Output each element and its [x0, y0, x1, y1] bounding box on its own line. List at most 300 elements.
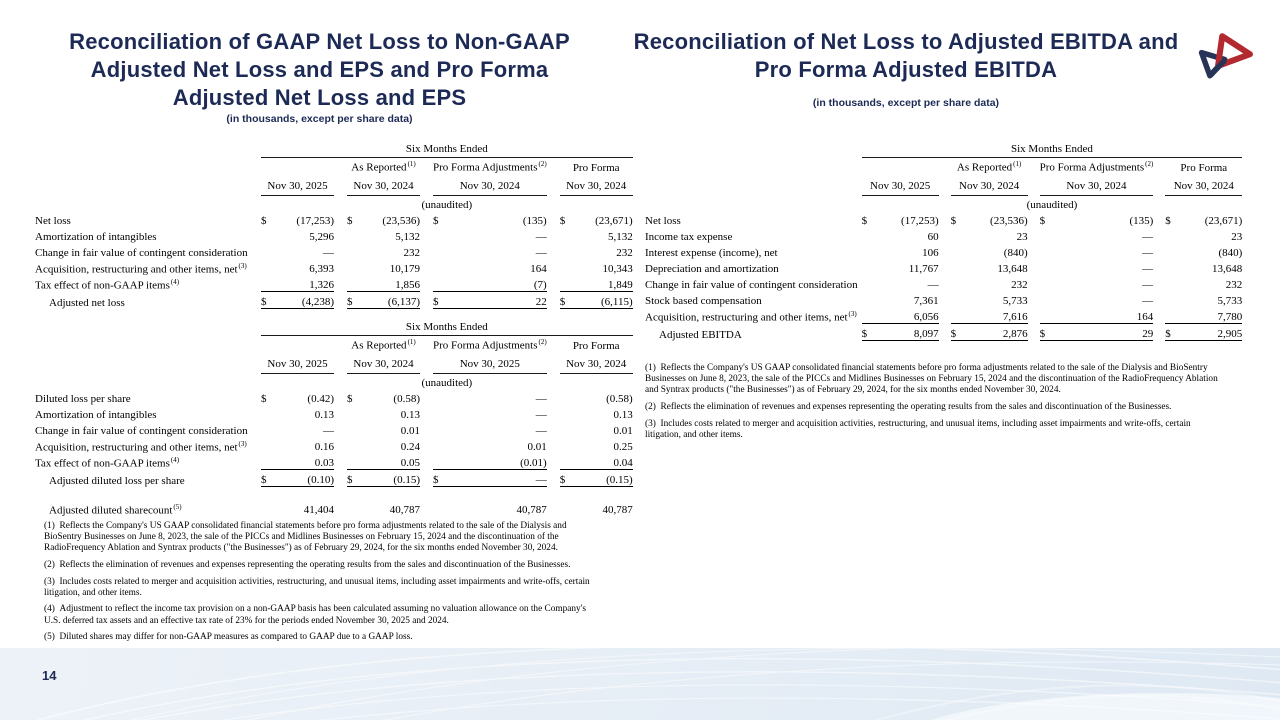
dollar-sign — [560, 243, 573, 259]
financial-table-grid — [645, 140, 1242, 341]
table-cell — [1153, 211, 1165, 227]
table-cell — [334, 470, 347, 487]
column-date-header: Nov 30, 2025 — [261, 175, 334, 196]
dollar-sign: $ — [347, 215, 353, 228]
table-cell — [35, 158, 261, 175]
table-cell — [420, 470, 433, 487]
table-cell — [939, 275, 951, 291]
table-cell — [645, 158, 862, 175]
dollar-sign: $ — [347, 393, 353, 406]
table-cell — [420, 211, 433, 227]
table-cell — [334, 243, 347, 259]
dollar-sign — [1165, 307, 1178, 324]
table-cell — [547, 243, 560, 259]
table-row — [35, 292, 633, 309]
column-group-header: As Reported$^{(1)}$ — [351, 338, 416, 352]
table-cell — [547, 275, 560, 292]
dollar-sign — [1165, 227, 1178, 243]
column-group-header: Pro Forma — [1180, 161, 1228, 174]
table-row — [35, 421, 633, 437]
dollar-sign: $ — [861, 215, 868, 228]
value-cell: 1,326 — [274, 275, 334, 292]
dollar-sign — [862, 259, 875, 275]
value-cell: (135) — [1129, 215, 1154, 228]
dollar-sign — [433, 405, 453, 421]
table-cell — [547, 437, 560, 453]
table-cell — [939, 259, 951, 275]
value-cell: (840) — [1218, 247, 1243, 260]
table-cell — [547, 292, 560, 309]
column-group-header: Pro Forma — [572, 339, 620, 352]
value-cell: 106 — [922, 247, 939, 260]
table-cell — [334, 353, 347, 374]
table-cell — [939, 324, 951, 341]
table-cell — [1028, 175, 1040, 196]
dollar-sign — [1040, 227, 1059, 243]
row-label: Tax effect of non-GAAP items$^{(4)}$ — [35, 278, 180, 292]
row-label: Interest expense (income), net — [645, 247, 778, 260]
table-cell — [1028, 211, 1040, 227]
value-cell: 5,132 — [607, 231, 633, 244]
row-label: Income tax expense — [645, 231, 733, 244]
dollar-sign — [347, 275, 360, 292]
column-date-header: Nov 30, 2024 — [347, 175, 420, 196]
value-cell: 6,056 — [875, 307, 939, 324]
value-cell: (0.01) — [453, 453, 546, 470]
column-group-header: Pro Forma Adjustments$^{(2)}$ — [433, 160, 547, 174]
table-row — [645, 227, 1242, 243]
unaudited-note: (unaudited) — [1026, 199, 1078, 212]
column-date-header: Nov 30, 2024 — [951, 175, 1028, 196]
dollar-sign — [347, 453, 360, 470]
dollar-sign: $ — [433, 470, 453, 487]
value-cell: — — [1142, 247, 1154, 260]
value-cell: 232 — [1225, 279, 1243, 292]
table-cell — [547, 421, 560, 437]
table-cell — [547, 175, 560, 196]
value-cell: (6,115) — [573, 292, 633, 309]
footnote: (2) Reflects the elimination of revenues and expenses representing the operating results from the sales and discontinuation of the Businesses. — [44, 559, 571, 570]
column-group-header: As Reported$^{(1)}$ — [351, 160, 416, 174]
table-row — [645, 275, 1242, 291]
dollar-sign — [862, 291, 875, 307]
dollar-sign — [261, 275, 274, 292]
table-row — [35, 405, 633, 421]
dollar-sign: $ — [433, 292, 453, 309]
dollar-sign — [433, 259, 453, 275]
value-cell: 0.13 — [613, 409, 633, 422]
table-cell — [1153, 291, 1165, 307]
dollar-sign — [862, 243, 875, 259]
value-cell: 23 — [1231, 231, 1243, 244]
table-row — [645, 243, 1242, 259]
footnote: (4) Adjustment to reflect the income tax provision on a non-GAAP basis has been calculated assuming no valuation allowance on the Company's U.S. deferred tax assets and an effective tax rate of 23% for the periods ended November 30, 2025 and 2024. — [44, 604, 586, 626]
dollar-sign: $ — [560, 470, 573, 487]
value-cell: 29 — [1059, 324, 1154, 341]
table-cell — [420, 437, 433, 453]
table-cell — [1028, 259, 1040, 275]
table-row — [35, 259, 633, 275]
row-label: Adjusted diluted loss per share — [49, 474, 185, 487]
value-cell: (23,671) — [595, 215, 633, 228]
dollar-sign — [560, 259, 573, 275]
value-cell: 1,856 — [360, 275, 420, 292]
table-cell — [1153, 175, 1165, 196]
table-cell — [35, 318, 261, 336]
value-cell: 5,733 — [1217, 295, 1243, 308]
value-cell: — — [1142, 279, 1154, 292]
footnote: (1) Reflects the Company's US GAAP consolidated financial statements before pro forma adjustments related to the sale of the Dialysis and BioSentry Businesses on June 8, 2023, the sale of the PICCs and Midlines Businesses on February 15, 2024 and the discontinuation of the RadioFrequency Ablation and Syntrax products ("the Businesses") as of February 29, 2024, for the six months ended November 30, 2024. — [645, 363, 1218, 396]
dollar-sign — [347, 437, 360, 453]
unaudited-note: (unaudited) — [421, 199, 473, 212]
value-cell: 5,733 — [1002, 295, 1028, 308]
dollar-sign — [433, 437, 453, 453]
dollar-sign — [1165, 259, 1178, 275]
row-label: Amortization of intangibles — [35, 409, 157, 422]
dollar-sign — [1040, 291, 1059, 307]
column-date-header: Nov 30, 2024 — [1165, 175, 1242, 196]
value-cell: 40,787 — [389, 504, 420, 517]
table-row — [645, 211, 1242, 227]
value-cell: (0.10) — [274, 470, 334, 487]
table-cell — [420, 453, 433, 470]
value-cell: 22 — [453, 292, 546, 309]
row-label: Depreciation and amortization — [645, 263, 779, 276]
table-row — [645, 291, 1242, 307]
value-cell: 0.01 — [527, 441, 547, 454]
dollar-sign — [1040, 275, 1059, 291]
value-cell: (0.58) — [606, 393, 633, 406]
value-cell: 6,393 — [309, 263, 334, 276]
dollar-sign — [347, 500, 360, 516]
table-cell — [334, 158, 347, 175]
value-cell: 2,905 — [1178, 324, 1242, 341]
table-cell — [939, 291, 951, 307]
dollar-sign: $ — [560, 292, 573, 309]
table-cell — [420, 421, 433, 437]
row-label: Stock based compensation — [645, 295, 762, 308]
dollar-sign: $ — [261, 470, 274, 487]
row-label: Acquisition, restructuring and other items, net$^{(3)}$ — [35, 261, 247, 276]
dollar-sign: $ — [1165, 324, 1178, 341]
table-cell — [1153, 227, 1165, 243]
table-cell — [334, 227, 347, 243]
column-span-header: Six Months Ended — [261, 140, 633, 158]
column-date-header: Nov 30, 2024 — [1040, 175, 1154, 196]
dollar-sign — [347, 259, 360, 275]
column-span-header: Six Months Ended — [862, 140, 1243, 158]
table-cell — [547, 470, 560, 487]
value-cell: 232 — [1011, 279, 1028, 292]
table-cell — [547, 453, 560, 470]
value-cell: (0.15) — [573, 470, 633, 487]
dollar-sign — [560, 453, 573, 470]
table-cell — [420, 158, 433, 175]
table-row — [35, 437, 633, 453]
dollar-sign — [261, 227, 274, 243]
value-cell: 0.24 — [400, 441, 420, 454]
table-cell — [334, 211, 347, 227]
table-cell — [1028, 324, 1040, 341]
dollar-sign — [261, 405, 274, 421]
value-cell: 232 — [616, 247, 633, 260]
dollar-sign — [560, 389, 573, 405]
row-label: Change in fair value of contingent consideration — [35, 247, 248, 260]
row-label: Adjusted EBITDA — [659, 328, 742, 341]
table-cell — [420, 175, 433, 196]
adjusted-ebitda-reconciliation-table — [645, 140, 1242, 341]
column-date-header: Nov 30, 2025 — [261, 353, 334, 374]
dollar-sign — [951, 227, 964, 243]
table-cell — [547, 405, 560, 421]
footnote: (3) Includes costs related to merger and acquisition activities, restructuring, and unusual items, including asset impairments and write-offs, certain litigation, and other items. — [645, 418, 1191, 440]
table-cell — [939, 158, 951, 175]
table-cell — [1028, 275, 1040, 291]
value-cell: 0.16 — [314, 441, 334, 454]
row-label: Acquisition, restructuring and other items, net$^{(3)}$ — [645, 310, 857, 324]
table-cell — [334, 389, 347, 405]
footnote: (5) Diluted shares may differ for non-GAAP measures as compared to GAAP due to a GAAP loss. — [44, 632, 413, 643]
dollar-sign — [433, 389, 453, 405]
value-cell: — — [323, 247, 334, 260]
value-cell: — — [535, 231, 547, 244]
table-cell — [334, 500, 347, 516]
value-cell: 7,616 — [964, 307, 1028, 324]
table-cell — [35, 175, 261, 196]
table-cell — [35, 140, 261, 158]
table-cell — [334, 336, 347, 353]
value-cell: — — [453, 470, 546, 487]
value-cell: (840) — [1003, 247, 1028, 260]
value-cell: 2,876 — [964, 324, 1028, 341]
column-date-header: Nov 30, 2024 — [433, 175, 547, 196]
table-cell — [547, 500, 560, 516]
table-cell — [334, 421, 347, 437]
table-cell — [1153, 259, 1165, 275]
dollar-sign — [560, 275, 573, 292]
value-cell: 0.13 — [400, 409, 420, 422]
dollar-sign — [261, 500, 274, 516]
table-row — [35, 470, 633, 487]
column-group-header: Pro Forma — [572, 161, 620, 174]
table-cell — [547, 227, 560, 243]
value-cell: 164 — [1059, 307, 1154, 324]
value-cell: 1,849 — [573, 275, 633, 292]
value-cell: 164 — [530, 263, 547, 276]
table-cell — [420, 353, 433, 374]
value-cell: 0.01 — [400, 425, 420, 438]
right-panel-subtitle: (in thousands, except per share data) — [812, 97, 1000, 109]
value-cell: — — [535, 425, 547, 438]
dollar-sign: $ — [1165, 215, 1171, 228]
dollar-sign — [951, 307, 964, 324]
value-cell: 41,404 — [303, 504, 334, 517]
value-cell: 0.01 — [613, 425, 633, 438]
dollar-sign — [1040, 259, 1059, 275]
table-cell — [645, 195, 862, 211]
value-cell: 40,787 — [516, 504, 547, 517]
value-cell: — — [1142, 295, 1154, 308]
dollar-sign — [1165, 291, 1178, 307]
dollar-sign — [433, 275, 453, 292]
dollar-sign — [261, 259, 274, 275]
left-footnotes — [44, 521, 604, 649]
dollar-sign — [433, 500, 453, 516]
row-label: Diluted loss per share — [35, 393, 131, 406]
dollar-sign: $ — [261, 393, 267, 406]
dollar-sign: $ — [862, 324, 875, 341]
value-cell: (6,137) — [360, 292, 420, 309]
value-cell: (23,536) — [382, 215, 420, 228]
table-cell — [939, 175, 951, 196]
logo-icon — [1192, 24, 1256, 84]
value-cell: 0.13 — [314, 409, 334, 422]
value-cell: (0.58) — [393, 393, 420, 406]
table-cell — [939, 211, 951, 227]
financial-table-grid — [35, 140, 633, 309]
table-cell — [547, 353, 560, 374]
column-group-header: Pro Forma Adjustments$^{(2)}$ — [1039, 160, 1154, 174]
value-cell: — — [927, 279, 939, 292]
column-date-header: Nov 30, 2025 — [862, 175, 939, 196]
dollar-sign — [560, 437, 573, 453]
table-cell — [35, 373, 261, 389]
dollar-sign — [862, 307, 875, 324]
value-cell: (23,671) — [1204, 215, 1243, 228]
table-cell — [547, 389, 560, 405]
dollar-sign — [560, 421, 573, 437]
value-cell: 23 — [1016, 231, 1028, 244]
value-cell: 0.05 — [360, 453, 420, 470]
right-panel-title: Reconciliation of Net Loss to Adjusted EBITDA and Pro Forma Adjusted EBITDA — [633, 29, 1179, 82]
dollar-sign — [347, 405, 360, 421]
dollar-sign: $ — [1039, 215, 1046, 228]
table-cell — [939, 227, 951, 243]
column-group-header: As Reported$^{(1)}$ — [956, 160, 1022, 174]
dollar-sign — [347, 227, 360, 243]
financial-table-grid — [35, 318, 633, 516]
table-cell — [1028, 158, 1040, 175]
table-row — [645, 307, 1242, 324]
table-cell — [547, 211, 560, 227]
left-panel-title: Reconciliation of GAAP Net Loss to Non-GAAP Adjusted Net Loss and EPS and Pro Forma Adjusted Net Loss and EPS — [69, 29, 570, 110]
table-row — [35, 275, 633, 292]
row-label: Tax effect of non-GAAP items$^{(4)}$ — [35, 456, 180, 470]
dollar-sign — [1040, 307, 1059, 324]
value-cell: (17,253) — [296, 215, 334, 228]
value-cell: (23,536) — [990, 215, 1028, 228]
dollar-sign — [433, 421, 453, 437]
row-label: Acquisition, restructuring and other items, net$^{(3)}$ — [35, 439, 247, 454]
spacer-row — [35, 487, 633, 501]
value-cell: 10,343 — [602, 263, 633, 276]
value-cell: (17,253) — [901, 215, 939, 228]
dollar-sign — [1040, 243, 1059, 259]
wave-graphic — [0, 648, 1280, 720]
dollar-sign: $ — [1040, 324, 1059, 341]
value-cell: 0.04 — [573, 453, 633, 470]
footnote: (1) Reflects the Company's US GAAP consolidated financial statements before pro forma adjustments related to the sale of the Dialysis and BioSentry Businesses on June 8, 2023, the sale of the PICCs and Midlines Businesses on February 15, 2024 and the discontinuation of the RadioFrequency Ablation and Syntrax products ("the Businesses") as of February 29, 2024, for the six months ended November 30, 2024. — [44, 521, 567, 554]
table-cell — [939, 243, 951, 259]
table-cell — [334, 437, 347, 453]
table-cell — [1028, 307, 1040, 324]
column-date-header: Nov 30, 2024 — [560, 175, 633, 196]
table-cell — [547, 336, 560, 353]
dollar-sign — [347, 243, 360, 259]
table-cell — [547, 259, 560, 275]
table-cell — [334, 259, 347, 275]
dollar-sign — [951, 275, 964, 291]
dollar-sign — [862, 227, 875, 243]
table-cell — [1153, 275, 1165, 291]
page-number: 14 — [42, 668, 57, 683]
column-group-header — [862, 158, 939, 175]
table-row — [645, 324, 1242, 341]
value-cell: 0.03 — [274, 453, 334, 470]
table-cell — [334, 175, 347, 196]
row-label: Net loss — [645, 215, 681, 228]
table-row — [35, 227, 633, 243]
table-cell — [420, 275, 433, 292]
table-row — [645, 259, 1242, 275]
table-cell — [334, 275, 347, 292]
dollar-sign: $ — [559, 215, 566, 228]
table-cell — [1153, 243, 1165, 259]
dollar-sign — [347, 421, 360, 437]
table-cell — [35, 353, 261, 374]
table-cell — [420, 259, 433, 275]
value-cell: 8,097 — [875, 324, 939, 341]
value-cell: — — [1142, 263, 1154, 276]
column-group-header — [261, 336, 334, 353]
dollar-sign: $ — [950, 215, 957, 228]
row-label: Amortization of intangibles — [35, 231, 157, 244]
table-cell — [1153, 324, 1165, 341]
table-row — [35, 211, 633, 227]
left-panel-subtitle: (in thousands, except per share data) — [226, 113, 413, 125]
table-cell — [1028, 227, 1040, 243]
value-cell: 13,648 — [997, 263, 1028, 276]
dollar-sign — [261, 453, 274, 470]
value-cell: (135) — [522, 215, 547, 228]
table-cell — [420, 389, 433, 405]
value-cell: (0.42) — [307, 393, 334, 406]
column-span-header: Six Months Ended — [261, 318, 633, 336]
row-label: Adjusted net loss — [49, 296, 125, 309]
table-cell — [420, 243, 433, 259]
value-cell: 5,296 — [309, 231, 334, 244]
dollar-sign: $ — [261, 292, 274, 309]
column-date-header: Nov 30, 2024 — [560, 353, 633, 374]
dollar-sign — [862, 275, 875, 291]
dollar-sign — [433, 243, 453, 259]
dollar-sign — [261, 243, 274, 259]
dollar-sign — [560, 227, 573, 243]
value-cell: 60 — [927, 231, 939, 244]
value-cell: (0.15) — [360, 470, 420, 487]
table-cell — [939, 307, 951, 324]
value-cell: 7,361 — [913, 295, 939, 308]
table-cell — [420, 336, 433, 353]
column-date-header: Nov 30, 2024 — [347, 353, 420, 374]
dollar-sign — [1165, 275, 1178, 291]
right-footnotes — [645, 363, 1223, 446]
value-cell: 0.25 — [613, 441, 633, 454]
value-cell: 40,787 — [602, 504, 633, 517]
dollar-sign — [560, 500, 573, 516]
dollar-sign — [261, 437, 274, 453]
company-logo — [1192, 24, 1256, 84]
